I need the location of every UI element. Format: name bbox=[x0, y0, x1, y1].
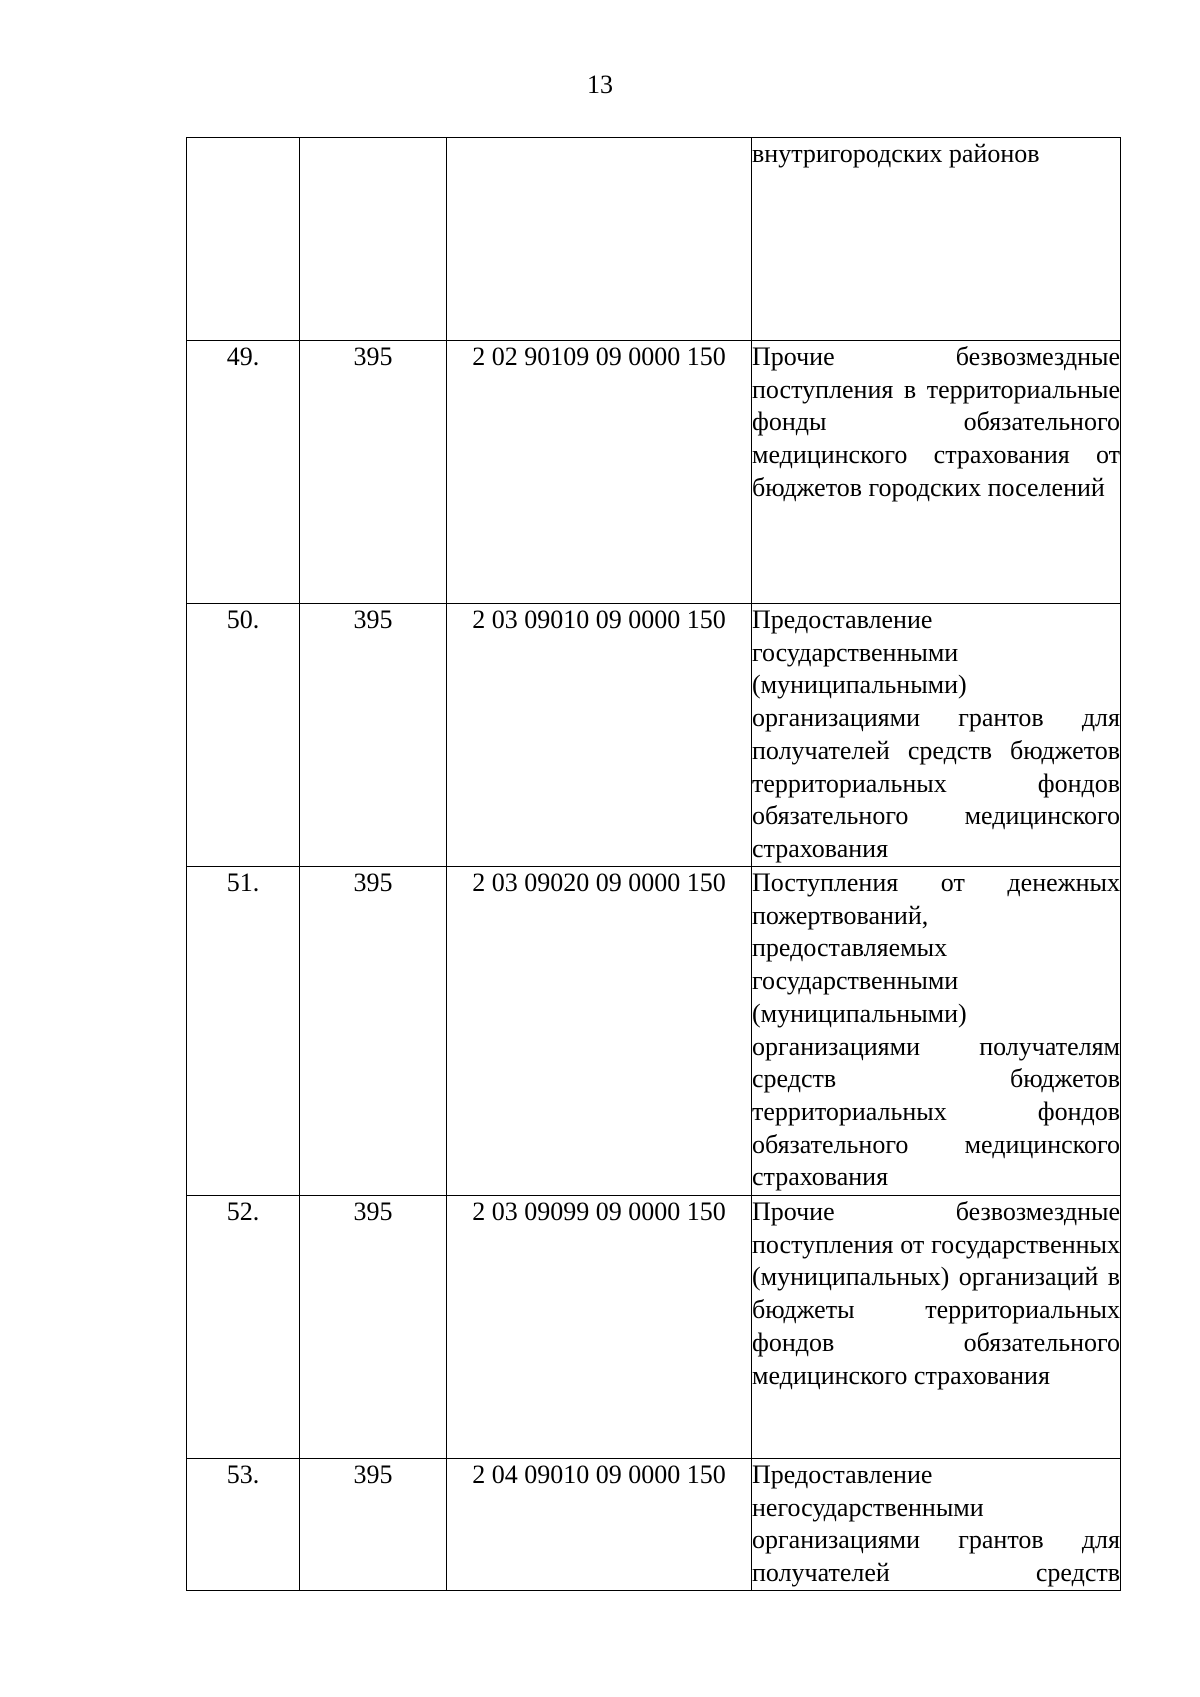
table-row bbox=[187, 867, 1121, 1196]
admin-code-cell: 395 bbox=[300, 867, 447, 1196]
admin-code-cell bbox=[300, 138, 447, 341]
income-name-cell: Прочие безвозмездные поступления в территориальные фонды обязательного медицинского страхования от бюджетов городских поселений bbox=[752, 341, 1121, 604]
row-number-cell: 50. bbox=[187, 604, 300, 867]
table-row bbox=[187, 1459, 1121, 1591]
budget-code-cell: 2 03 09020 09 0000 150 bbox=[447, 867, 752, 1196]
row-number-cell: 51. bbox=[187, 867, 300, 1196]
row-number-cell bbox=[187, 138, 300, 341]
admin-code-cell: 395 bbox=[300, 1459, 447, 1591]
admin-code-cell: 395 bbox=[300, 341, 447, 604]
budget-code-cell: 2 03 09010 09 0000 150 bbox=[447, 604, 752, 867]
income-name-cell: Предоставление негосударственными организациями грантов для получателей средств bbox=[752, 1459, 1121, 1591]
table-row bbox=[187, 138, 1121, 341]
page-number: 13 bbox=[587, 70, 613, 99]
row-number-cell: 53. bbox=[187, 1459, 300, 1591]
income-name-cell: Поступления от денежных пожертвований, предоставляемых государственными (муниципальными) организациями получателям средств бюджетов территориальных фондов обязательного медицинского страхования bbox=[752, 867, 1121, 1196]
admin-code-cell: 395 bbox=[300, 604, 447, 867]
table-row bbox=[187, 604, 1121, 867]
budget-code-cell: 2 03 09099 09 0000 150 bbox=[447, 1196, 752, 1459]
row-number-cell: 49. bbox=[187, 341, 300, 604]
income-name-cell: Прочие безвозмездные поступления от государственных (муниципальных) организаций в бюджеты территориальных фондов обязательного медицинского страхования bbox=[752, 1196, 1121, 1459]
admin-code-cell: 395 bbox=[300, 1196, 447, 1459]
budget-code-cell: 2 02 90109 09 0000 150 bbox=[447, 341, 752, 604]
table-row bbox=[187, 341, 1121, 604]
table-row bbox=[187, 1196, 1121, 1459]
income-name-cell: внутригородских районов bbox=[752, 138, 1121, 341]
row-number-cell: 52. bbox=[187, 1196, 300, 1459]
budget-codes-table bbox=[186, 137, 1121, 1591]
income-name-cell: Предоставление государственными (муниципальными) организациями грантов для получателей средств бюджетов территориальных фондов обязательного медицинского страхования bbox=[752, 604, 1121, 867]
budget-code-cell: 2 04 09010 09 0000 150 bbox=[447, 1459, 752, 1591]
budget-code-cell bbox=[447, 138, 752, 341]
